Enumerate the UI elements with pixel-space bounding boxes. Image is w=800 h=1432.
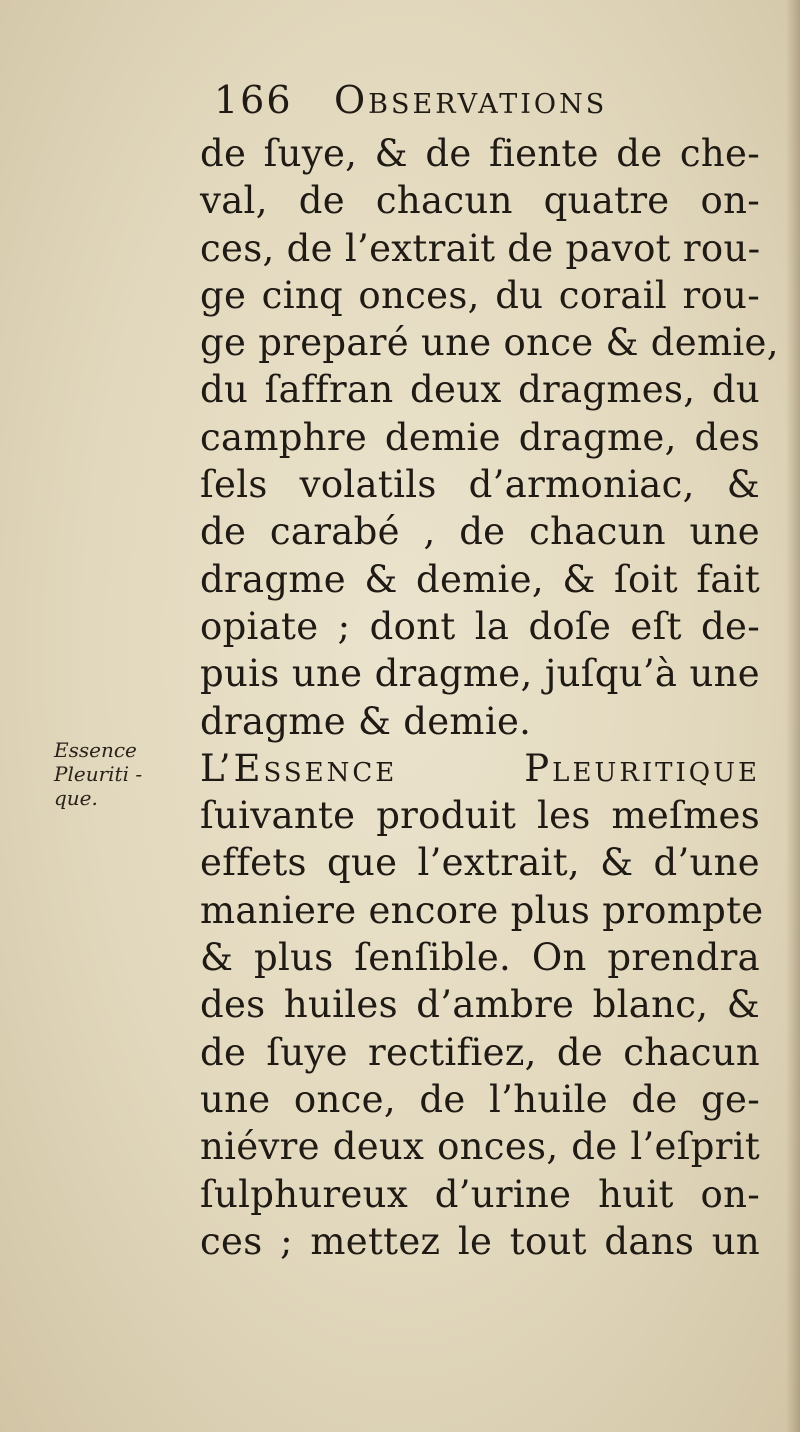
page-edge-shadow (786, 0, 800, 1432)
text-line: opiate ; dont la doſe eſt de- (200, 604, 760, 648)
text-line: une once, de l’huile de ge- (200, 1077, 760, 1121)
marginal-note-line: que. (54, 786, 98, 810)
text-line: de ſuye, & de fiente de che- (200, 132, 760, 175)
text-line: dragme & demie, & ſoit fait (200, 557, 760, 601)
text-line: ge cinq onces, du corail rou- (200, 273, 760, 317)
text-line: de carabé , de chacun une (200, 510, 760, 554)
page-header (214, 78, 694, 130)
body-text (200, 130, 779, 1265)
text-line: camphre demie dragme, des (200, 415, 760, 459)
text-line: des huiles d’ambre blanc, & (200, 983, 760, 1027)
text-line: ge preparé une once & demie, (200, 321, 779, 365)
marginal-note-line: Essence (54, 738, 137, 762)
page-number: 166 (214, 78, 293, 122)
text-line: niévre deux onces, de l’eſprit (200, 1125, 760, 1169)
text-line: ſulphureux d’urine huit on- (200, 1172, 760, 1216)
text-line: de ſuye rectifiez, de chacun (200, 1030, 760, 1074)
text-line: ſels volatils d’armoniac, & (200, 463, 760, 507)
text-line: du ſaffran deux dragmes, du (200, 368, 760, 412)
text-line: & plus ſenſible. On prendra (200, 936, 760, 980)
section-heading-line: L’Essence Pleuritique (200, 746, 760, 790)
text-line: val, de chacun quatre on- (200, 179, 760, 223)
text-line: maniere encore plus prompte (200, 888, 764, 932)
running-title: Observations (334, 78, 608, 122)
text-line: puis une dragme, juſqu’à une (200, 652, 760, 696)
text-line: ces, de l’extrait de pavot rou- (200, 226, 761, 270)
text-line: ces ; mettez le tout dans un (200, 1219, 760, 1263)
marginal-note-line: Pleuriti - (54, 762, 143, 786)
text-line: ſuivante produit les meſmes (200, 794, 760, 838)
text-line: effets que l’extrait, & d’une (200, 841, 760, 885)
marginal-note (54, 738, 194, 810)
text-line: dragme & demie. (200, 699, 532, 743)
